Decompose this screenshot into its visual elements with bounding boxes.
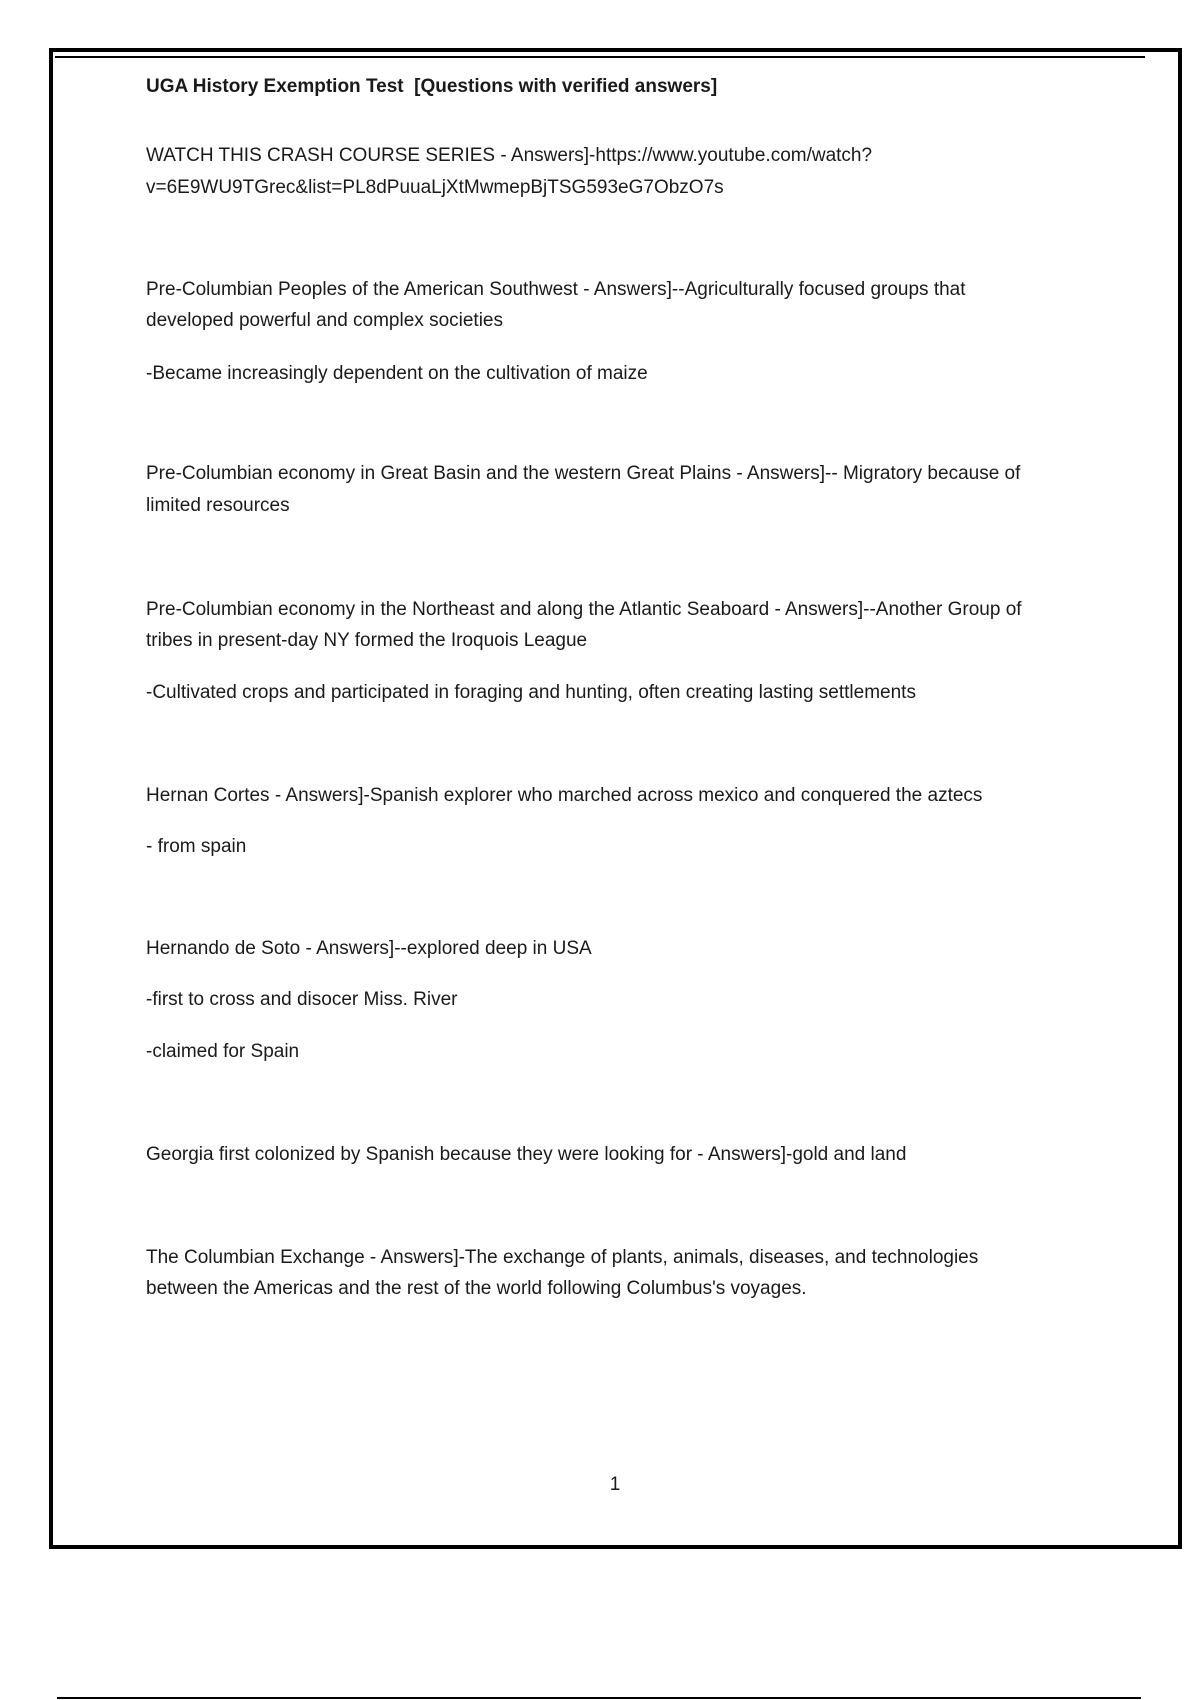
next-page-top-rule <box>57 1697 1141 1699</box>
entry-great-basin-line-2: limited resources <box>146 495 290 516</box>
entry-georgia-line-1: Georgia first colonized by Spanish because they were looking for - Answers]-gold and land <box>146 1144 907 1165</box>
entry-watch-line-2: v=6E9WU9TGrec&list=PL8dPuuaLjXtMwmepBjTSG593eG7ObzO7s <box>146 177 724 198</box>
entry-de-soto-line-1: Hernando de Soto - Answers]--explored deep in USA <box>146 938 592 959</box>
entry-cortes-line-1: Hernan Cortes - Answers]-Spanish explorer who marched across mexico and conquered the aztecs <box>146 785 983 806</box>
document-title: UGA History Exemption Test [Questions with verified answers] <box>146 76 718 97</box>
entry-southwest-line-2: developed powerful and complex societies <box>146 310 503 331</box>
entry-northeast-line-2: tribes in present-day NY formed the Iroquois League <box>146 630 588 651</box>
page-number: 1 <box>609 1474 621 1495</box>
entry-southwest-line-1: Pre-Columbian Peoples of the American Southwest - Answers]--Agriculturally focused groups that <box>146 279 966 300</box>
entry-southwest-line-3: -Became increasingly dependent on the cultivation of maize <box>146 363 648 384</box>
entry-de-soto-line-3: -claimed for Spain <box>146 1041 300 1062</box>
document-body <box>146 76 1096 1299</box>
entry-great-basin-line-1: Pre-Columbian economy in Great Basin and the western Great Plains - Answers]-- Migratory because of <box>146 463 1021 484</box>
entry-cortes-line-2: - from spain <box>146 836 247 857</box>
entry-columbian-exchange-line-2: between the Americas and the rest of the world following Columbus's voyages. <box>146 1278 807 1299</box>
entry-northeast-line-1: Pre-Columbian economy in the Northeast and along the Atlantic Seaboard - Answers]--Another Group of <box>146 599 1022 620</box>
entry-columbian-exchange-line-1: The Columbian Exchange - Answers]-The exchange of plants, animals, diseases, and technologies <box>146 1247 979 1268</box>
entry-northeast-line-3: -Cultivated crops and participated in foraging and hunting, often creating lasting settlements <box>146 682 916 703</box>
entry-de-soto-line-2: -first to cross and disocer Miss. River <box>146 989 458 1010</box>
entry-watch-line-1: WATCH THIS CRASH COURSE SERIES - Answers]-https://www.youtube.com/watch? <box>146 145 873 166</box>
top-rule <box>55 56 1145 58</box>
